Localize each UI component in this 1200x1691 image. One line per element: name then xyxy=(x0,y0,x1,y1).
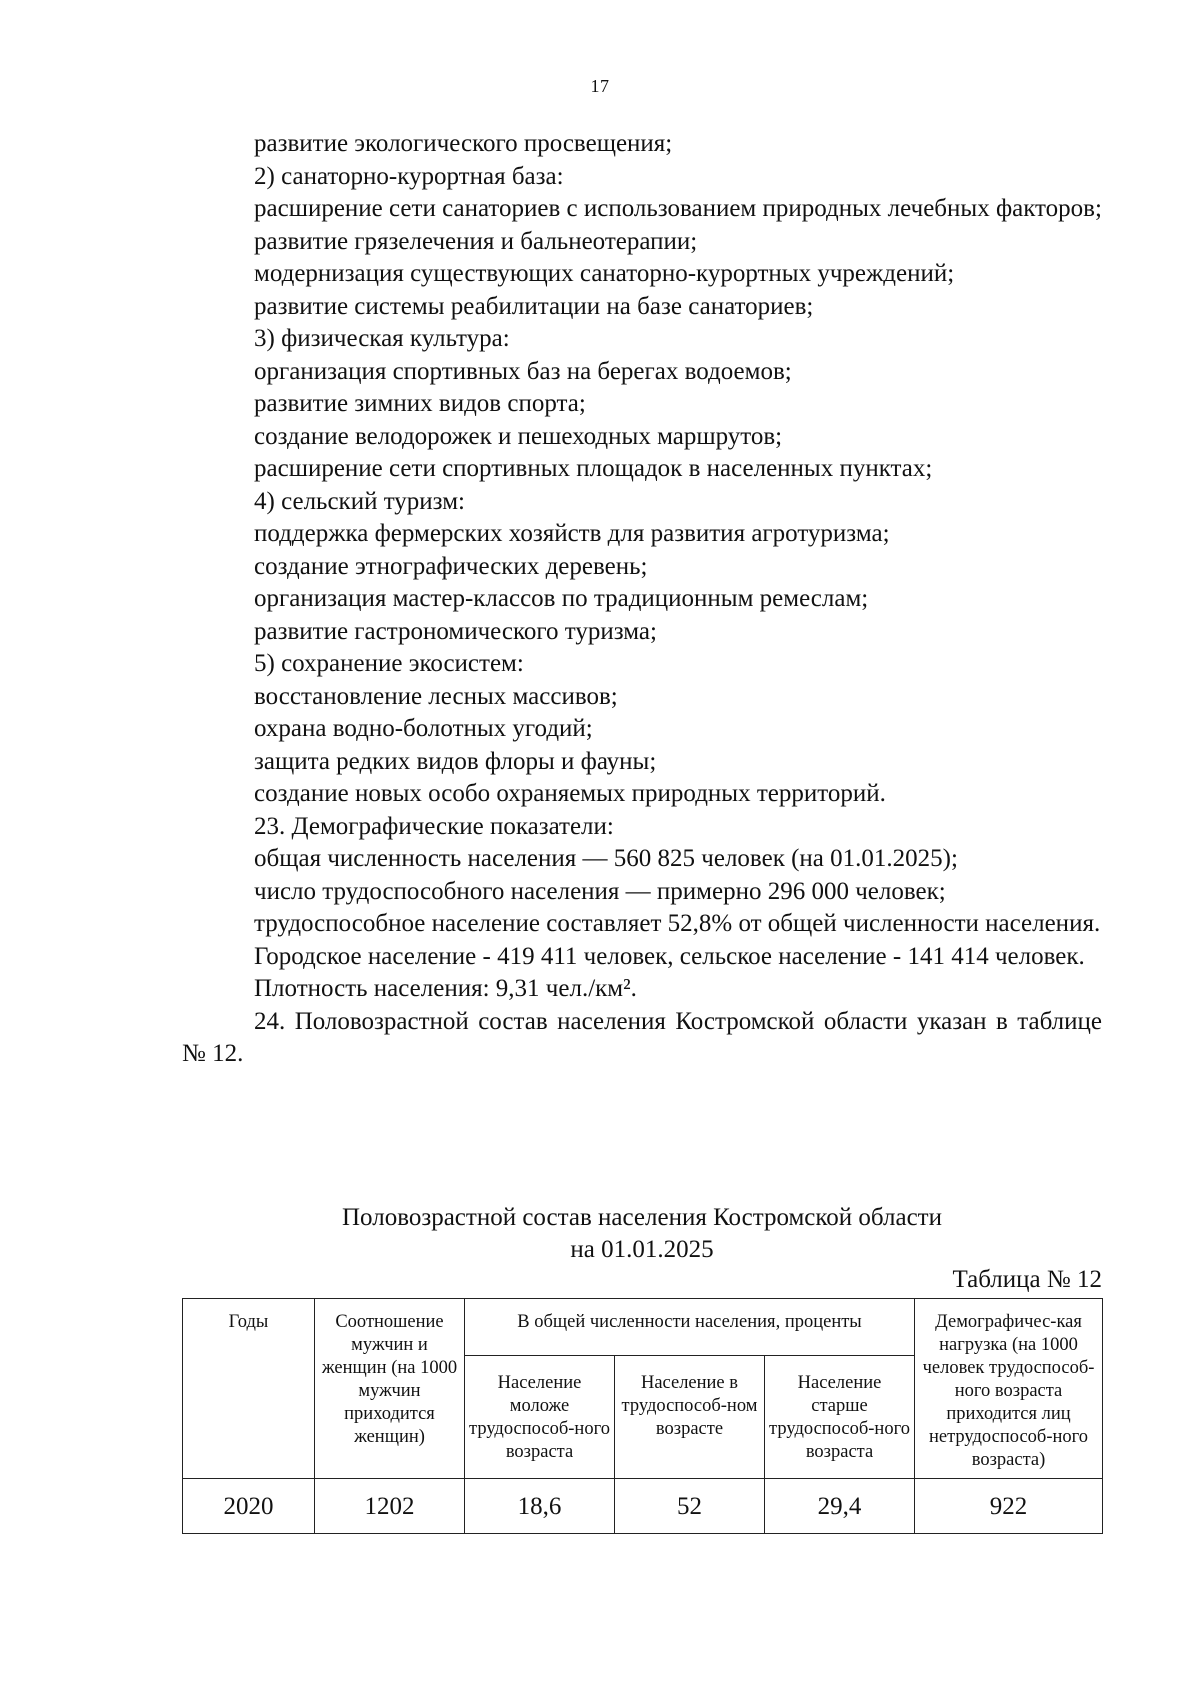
paragraph: развитие зимних видов спорта; xyxy=(254,390,586,417)
header-years: Годы xyxy=(183,1299,315,1479)
paragraph: организация мастер-классов по традиционным ремеслам; xyxy=(254,585,869,612)
header-load: Демографичес-кая нагрузка (на 1000 человек трудоспособ-ного возраста приходится лиц нетрудоспособ-ного возраста) xyxy=(915,1299,1103,1479)
header-working: Население в трудоспособ-ном возрасте xyxy=(615,1356,765,1479)
paragraph: 23. Демографические показатели: xyxy=(254,812,614,840)
cell-load: 922 xyxy=(915,1479,1103,1534)
header-young: Население моложе трудоспособ-ного возраста xyxy=(465,1356,615,1479)
paragraph: создание этнографических деревень; xyxy=(254,552,648,580)
table-row xyxy=(183,1479,1103,1534)
paragraph: общая численность населения — 560 825 человек (на 01.01.2025); xyxy=(254,845,958,872)
page-number: 17 xyxy=(590,76,610,96)
paragraph: 24. Половозрастной состав населения Костромской области указан в таблице № 12. xyxy=(182,1007,1102,1067)
paragraph: расширение сети спортивных площадок в населенных пунктах; xyxy=(254,455,933,482)
table-label: Таблица № 12 xyxy=(952,1266,1102,1293)
cell-young: 18,6 xyxy=(465,1479,615,1534)
cell-ratio: 1202 xyxy=(315,1479,465,1534)
paragraph: 4) сельский туризм: xyxy=(254,487,465,515)
paragraph: развитие экологического просвещения; xyxy=(254,130,673,157)
table-header-row xyxy=(183,1299,1103,1356)
population-table xyxy=(182,1298,1103,1534)
paragraph: 3) физическая культура: xyxy=(254,325,510,352)
paragraph: развитие системы реабилитации на базе санаториев; xyxy=(254,292,814,320)
table-title-line: на 01.01.2025 xyxy=(570,1236,714,1263)
paragraph: защита редких видов флоры и фауны; xyxy=(254,747,657,775)
cell-old: 29,4 xyxy=(765,1479,915,1534)
body-text xyxy=(182,128,1102,1071)
paragraph: создание велодорожек и пешеходных маршрутов; xyxy=(254,422,783,450)
paragraph: развитие гастрономического туризма; xyxy=(254,617,657,645)
header-old: Население старше трудоспособ-ного возраста xyxy=(765,1356,915,1479)
paragraph: 2) санаторно-курортная база: xyxy=(254,162,564,190)
paragraph: 5) сохранение экосистем: xyxy=(254,650,524,677)
paragraph: расширение сети санаториев с использованием природных лечебных факторов; xyxy=(254,195,1102,222)
paragraph: число трудоспособного населения — примерно 296 000 человек; xyxy=(254,877,946,905)
cell-working: 52 xyxy=(615,1479,765,1534)
paragraph: поддержка фермерских хозяйств для развития агротуризма; xyxy=(254,520,890,547)
cell-year: 2020 xyxy=(183,1479,315,1534)
paragraph: трудоспособное население составляет 52,8% от общей численности населения. xyxy=(254,910,1101,937)
paragraph: модернизация существующих санаторно-курортных учреждений; xyxy=(254,260,955,287)
paragraph: развитие грязелечения и бальнеотерапии; xyxy=(254,227,698,255)
paragraph: Плотность населения: 9,31 чел./км². xyxy=(254,975,637,1002)
paragraph: восстановление лесных массивов; xyxy=(254,682,618,710)
paragraph: организация спортивных баз на берегах водоемов; xyxy=(254,357,792,385)
paragraph: Городское население - 419 411 человек, сельское население - 141 414 человек. xyxy=(254,942,1085,970)
header-ratio: Соотношение мужчин и женщин (на 1000 мужчин приходится женщин) xyxy=(315,1299,465,1479)
table-title xyxy=(182,1202,1102,1266)
header-share: В общей численности населения, проценты xyxy=(465,1299,915,1356)
table-title-line: Половозрастной состав населения Костромской области xyxy=(342,1204,942,1231)
paragraph: охрана водно-болотных угодий; xyxy=(254,715,593,742)
paragraph: создание новых особо охраняемых природных территорий. xyxy=(254,780,886,807)
